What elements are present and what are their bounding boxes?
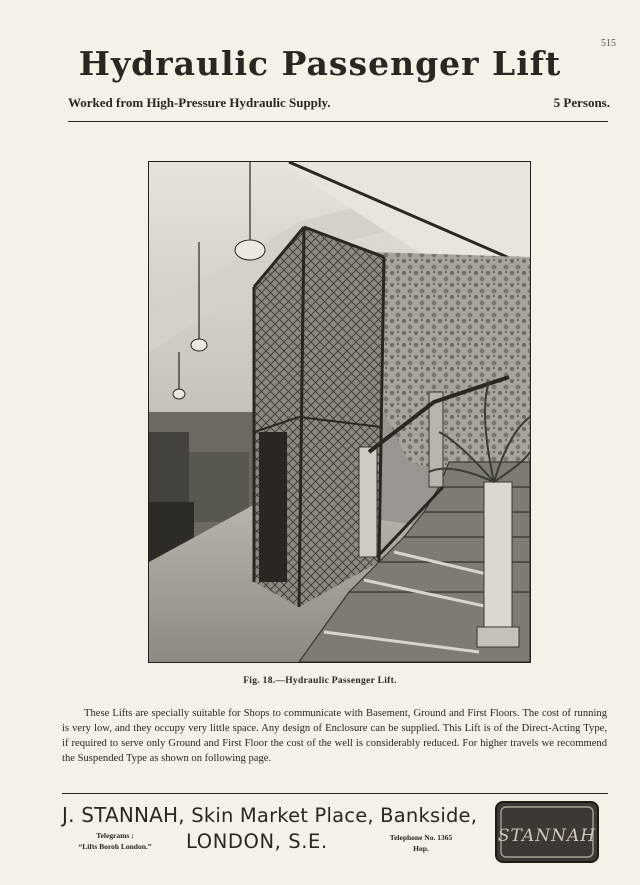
lift-photograph: [148, 161, 531, 663]
subtitle-row: [68, 95, 610, 113]
bottom-divider: [62, 793, 608, 794]
logo-lettering: STANNAH: [497, 826, 597, 846]
capacity-subtitle: 5 Persons.: [553, 95, 610, 110]
lift-photograph-illustration: [149, 162, 530, 662]
figure-caption: Fig. 18.—Hydraulic Passenger Lift.: [243, 676, 397, 686]
telephone-info: [380, 832, 462, 854]
page-title: Hydraulic Passenger Lift: [78, 44, 562, 83]
telephone-value: Hop.: [413, 844, 429, 853]
description-paragraph: These Lifts are specially suitable for Shops to communicate with Basement, Ground and First Floors. The cost of running is very low, and they occupy very little space. Any design of Enclosure can be supplied. This Lift is of the Direct-Acting Type, if required to serve only Ground and First Floor the cost of the well is considerably reduced. For higher travels we recommend the Suspended Type as shown on following page.: [62, 708, 607, 764]
company-name-line: [62, 803, 477, 827]
stannah-logo: [495, 801, 599, 863]
telegrams-label: Telegrams :: [96, 831, 134, 840]
telegrams-info: [62, 830, 168, 852]
company-address: Skin Market Place, Bankside,: [191, 804, 478, 827]
company-city: LONDON, S.E.: [186, 830, 328, 853]
telephone-label: Telephone No. 1365: [389, 833, 453, 842]
supply-subtitle: Worked from High-Pressure Hydraulic Supply.: [68, 95, 331, 110]
telegrams-value: “Lifts Boroh London.”: [78, 842, 152, 851]
page-number: 515: [601, 38, 616, 49]
company-name: J. STANNAH,: [62, 803, 185, 827]
top-divider: [68, 121, 608, 122]
